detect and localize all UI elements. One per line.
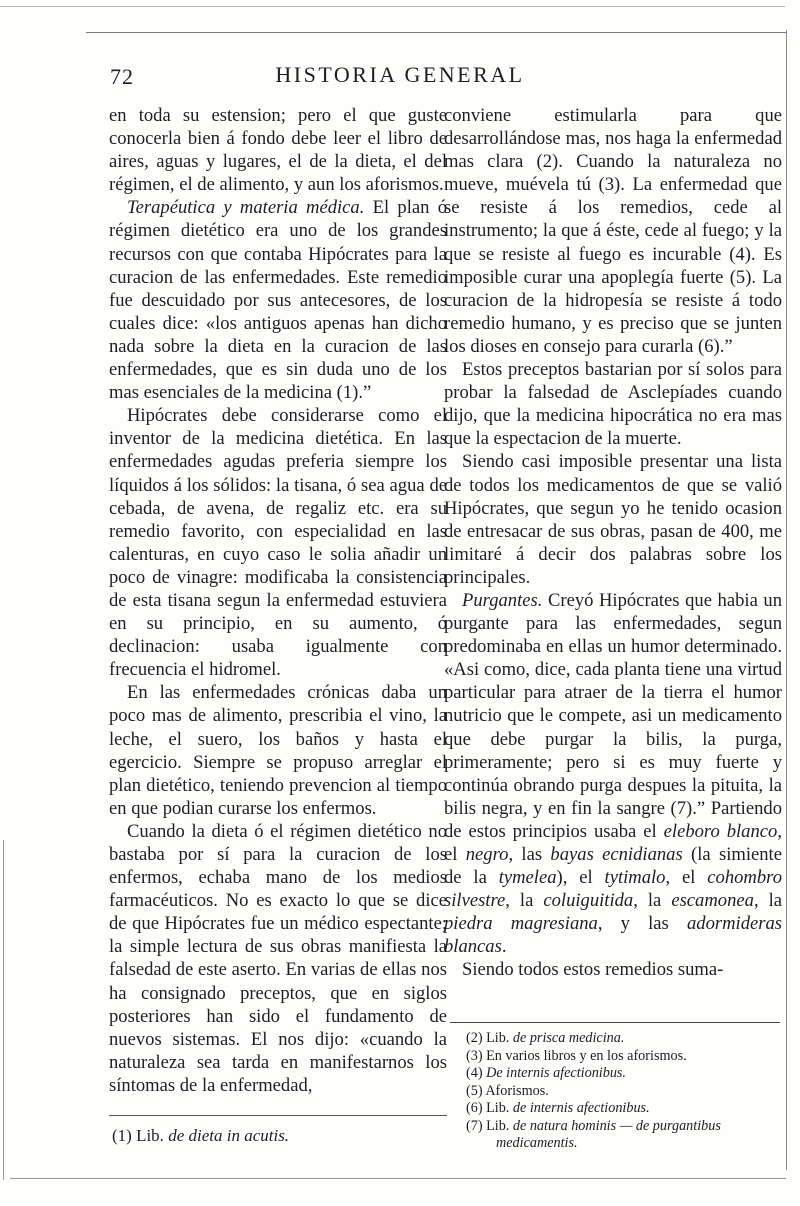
separator: . xyxy=(501,936,507,958)
footnote-text: de natura hominis — de purgantibus medicamentis. xyxy=(496,1117,721,1151)
remedy-term: tytimalo xyxy=(604,867,666,889)
footnote-text: de internis afectionibus. xyxy=(512,1100,650,1116)
footnote-text: de dieta in acutis. xyxy=(168,1126,290,1145)
separator: , el xyxy=(444,820,782,865)
remedy-term: negro xyxy=(465,844,509,865)
section-title: Purgantes. xyxy=(462,589,543,611)
separator: (la simiente de la xyxy=(444,844,782,889)
footnote-lib: Lib. xyxy=(136,1126,164,1145)
separator: , y las xyxy=(597,913,687,935)
footnote-line xyxy=(466,1118,796,1153)
footnote-line xyxy=(466,1030,786,1048)
footnote-line xyxy=(466,1048,786,1066)
remedy-term: piedra magresiana xyxy=(444,913,598,935)
paragraph xyxy=(109,196,447,404)
footnote-number: (1) xyxy=(112,1126,132,1145)
separator: ), el xyxy=(556,867,605,889)
right-column xyxy=(444,104,782,982)
footnote-number: (7) xyxy=(466,1117,483,1134)
footnote-lead: Aforismos. xyxy=(485,1082,549,1099)
footnote-line xyxy=(466,1083,786,1101)
paragraph: Siendo casi imposible presentar una lista de todos los medicamentos de que se valió Hipócrates, que segun yo he tenido ocasion de entresacar de sus obras, pasan de 400, me limitaré á decir dos palabras sobre los principales. xyxy=(444,451,782,588)
remedy-term: escamonea xyxy=(671,890,754,912)
remedy-term: eleboro blanco xyxy=(663,820,778,842)
footnote-number: (6) xyxy=(466,1100,483,1116)
footnote-number: (2) xyxy=(466,1030,483,1046)
footnote-lead: Lib. xyxy=(486,1117,510,1134)
footnote-lead: Lib. xyxy=(486,1030,510,1046)
paragraph: Cuando la dieta ó el régimen dietético no bastaba por sí para la curacion de los enfermos, echaba mano de los medios farmacéuticos. No es exacto lo que se dice de que Hipócrates fue un médico espectante; la simple lectura de sus obras manifiesta la falsedad de este aserto. En varias de ellas nos ha consignado preceptos, que en siglos posteriores han sido el fundamento de nuevos sistemas. El nos dijo: «cuando la naturaleza sea tarda en manifestarnos los síntomas de la enfermedad, xyxy=(109,820,447,1096)
separator: , la xyxy=(505,890,544,912)
running-head: HISTORIA GENERAL xyxy=(275,62,525,87)
paragraph: conviene estimularla para que desarrollándose mas, nos haga la enfermedad mas clara (2). Cuando la naturaleza no mueve, muévela tú (3). La enfermedad que se resiste á los remedios, cede al instrumento; la que á éste, cede al fuego; y la que se resiste al fuego es incurable (4). Es imposible curar una apoplegía fuerte (5). La curacion de la hidropesía se resiste á todo remedio humano, y es preciso que se junten los dioses en consejo para curarla (6).” xyxy=(444,105,782,357)
paragraph: Estos preceptos bastarian por sí solos para probar la falsedad de Asclepíades cuando dijo, que la medicina hipocrática no era mas que la espectacion de la muerte. xyxy=(444,359,782,450)
left-column xyxy=(109,104,447,1097)
footnote-rule-left xyxy=(109,1115,447,1116)
header-rule xyxy=(86,32,786,33)
remedy-term: coluiguitida xyxy=(543,890,634,912)
footnote-number: (4) xyxy=(466,1065,483,1081)
bottom-border-rule xyxy=(10,1178,786,1179)
paragraph-text: Creyó Hipócrates que habia un purgante para las enfermedades, segun predominaba en ellas un humor determinado. «Asi como, dice, cada planta tiene una virtud particular para atraer de la tierra el humor nutricio que le compete, asi un medicamento que debe purgar la bilis, la purga, primeramente; pero si es muy fuerte y continúa obrando purga despues la pituita, la bilis negra, y en fin la sangre (7).” Partiendo de estos principios usaba el xyxy=(444,589,782,842)
footnote-number: (5) xyxy=(466,1082,483,1099)
footnote-number: (3) xyxy=(466,1047,483,1064)
remedy-term: cohombro silvestre xyxy=(444,867,782,912)
paragraph xyxy=(444,589,782,959)
separator: , el xyxy=(665,867,708,889)
footnotes-right xyxy=(466,1030,786,1153)
paragraph: Hipócrates debe considerarse como el inventor de la medicina dietética. En las enfermedades agudas preferia siempre los líquidos á los sólidos: la tisana, ó sea agua de cebada, de avena, de regaliz etc. era su remedio favorito, con especialidad en las calenturas, en cuyo caso le solia añadir un poco de vinagre: modificaba la consistencia de esta tisana segun la enfermedad estuviera en su principio, en su aumento, ó declinacion: usaba igualmente con frecuencia el hidromel. xyxy=(109,405,447,681)
paragraph: Siendo todos estos remedios suma- xyxy=(462,959,724,981)
separator: , la xyxy=(633,890,672,912)
footnote-lead: Lib. xyxy=(486,1100,510,1116)
paragraph-text: El plan ó régimen dietético era uno de los grandes recursos con que contaba Hipócrates para la curacion de las enfermedades. Este remedio fue descuidado por sus antecesores, de los cuales dice: «los antiguos apenas han dicho nada sobre la dieta en la curacion de las enfermedades, que es sin duda uno de los mas esenciales de la medicina (1).” xyxy=(109,197,447,404)
remedy-term: adormideras blancas xyxy=(444,913,783,958)
section-title: Terapéutica y materia médica. xyxy=(127,197,365,219)
right-page-edge xyxy=(786,30,787,1170)
paragraph: En las enfermedades crónicas daba un poco mas de alimento, prescribia el vino, la leche, el suero, los baños y hasta el egercicio. Siempre se propuso arreglar el plan dietético, teniendo prevencion al tiempo en que podian curarse los enfermos. xyxy=(109,682,447,819)
separator: , las xyxy=(508,844,551,865)
remedy-term: bayas ecnidianas xyxy=(550,844,683,865)
footnote-lead: En varios libros y en los aforismos. xyxy=(486,1047,687,1064)
footnote-text: de prisca medicina. xyxy=(512,1030,625,1046)
footnote-left xyxy=(112,1126,442,1146)
remedy-term: tymelea xyxy=(498,867,557,889)
left-page-edge xyxy=(3,840,4,1180)
separator: , la xyxy=(753,890,783,912)
page-number: 72 xyxy=(110,64,134,89)
footnote-line xyxy=(466,1100,786,1118)
footnote-text: De internis afectionibus. xyxy=(486,1065,626,1081)
top-border-rule xyxy=(0,6,785,7)
footnote-rule-right xyxy=(450,1022,780,1023)
footnote-line xyxy=(466,1065,786,1083)
paragraph: en toda su estension; pero el que guste conocerla bien á fondo debe leer el libro de aires, aguas y lugares, el de la dieta, el del régimen, el de alimento, y aun los aforismos. xyxy=(109,105,447,196)
